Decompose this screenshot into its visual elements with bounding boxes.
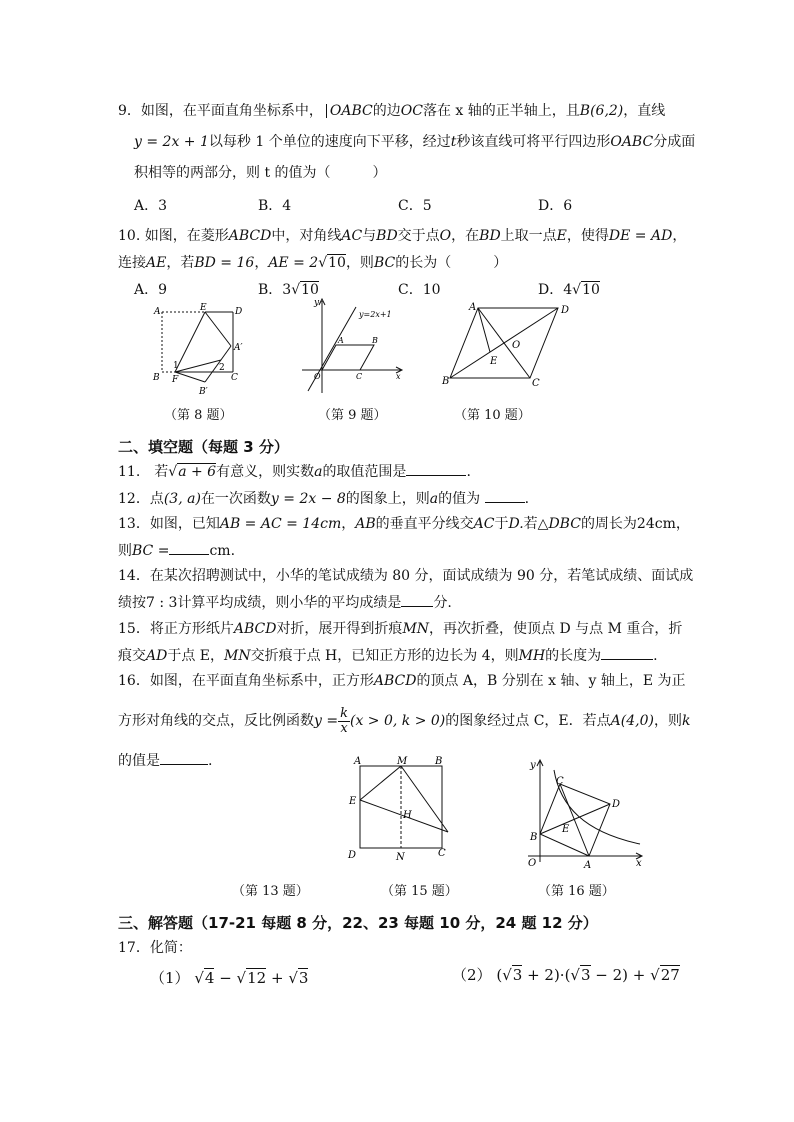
fig15-label-a: A [354, 756, 362, 767]
fig8-label-d: D [235, 307, 243, 317]
fig10-label-o: O [512, 340, 521, 351]
caption-fig13: （第 13 题） [232, 884, 309, 899]
q10-option-a: A．9 [134, 282, 168, 298]
fig16-label-y: y [530, 760, 536, 771]
figure-15 [340, 752, 460, 867]
parallelogram-symbol [326, 104, 327, 118]
section-fill-in-heading: 二、填空题（每题 3 分） [118, 438, 289, 456]
q9-line1: 9．如图，在平面直角坐标系中， OABC的边OC落在 x 轴的正半轴上，且B(6,2)，直线 [118, 103, 666, 119]
fig16-label-a: A [584, 860, 592, 871]
q9-line3: 积相等的两部分，则 t 的值为（ ） [134, 165, 387, 181]
q11-answer-blank[interactable] [406, 461, 466, 476]
figure-16 [514, 756, 654, 871]
q12: 12．点(3, a)在一次函数y = 2x − 8的图象上，则a的值为 . [118, 488, 529, 509]
fig10-label-b: B [442, 376, 450, 387]
q10-option-c: C．10 [398, 282, 441, 298]
caption-fig8: （第 8 题） [164, 408, 233, 423]
figure-10 [438, 298, 578, 390]
q15-line1: 15．将正方形纸片ABCD对折，展开得到折痕MN，再次折叠，使顶点 D 与点 M 重合，折 [118, 621, 683, 637]
fig9-label-b: B [372, 336, 378, 345]
fig8-label-e: E [200, 303, 207, 313]
fig9-label-c: C [356, 372, 363, 381]
fig15-label-n: N [396, 852, 405, 863]
q9-line2: y = 2x + 1以每秒 1 个单位的速度向下平移，经过t秒该直线可将平行四边形OABC分成面 [134, 134, 696, 150]
figure-8 [145, 302, 255, 402]
q10-line1: 10. 如图，在菱形ABCD中，对角线AC与BD交于点O，在BD上取一点E，使得DE = AD， [118, 228, 687, 244]
q12-answer-blank[interactable] [485, 488, 525, 503]
fig10-label-d: D [561, 305, 570, 316]
q13-line2: 则BC = cm. [118, 540, 235, 561]
q17-title: 17．化简： [118, 940, 192, 956]
q9-option-d: D．6 [538, 198, 573, 214]
fraction-k-over-x: $\frac{k}{x}$ [340, 705, 348, 736]
fig15-label-d: D [348, 850, 357, 861]
q17-part2: （2） (√3 + 2)·(√3 − 2) + √27 [452, 966, 680, 984]
fig8-label-a: A [154, 307, 161, 317]
fig16-label-b: B [530, 832, 538, 843]
fig10-label-c: C [532, 378, 540, 389]
q10-option-b: B．3√10 [258, 282, 319, 298]
fig16-label-c: C [556, 776, 564, 787]
q14-line1: 14．在某次招聘测试中，小华的笔试成绩为 80 分，面试成绩为 90 分，若笔试成绩、面试成 [118, 568, 694, 584]
q9-option-a: A．3 [134, 198, 168, 214]
q9-option-b: B．4 [258, 198, 292, 214]
fig15-label-m: M [397, 756, 408, 767]
fig9-label-a: A [338, 336, 344, 345]
fig8-label-c: C [231, 373, 238, 383]
caption-fig10: （第 10 题） [454, 408, 531, 423]
q16-line3: 的值是 . [118, 750, 212, 771]
q14-line2: 绩按7 : 3计算平均成绩，则小华的平均成绩是 分. [118, 592, 452, 613]
fig8-label-f: F [172, 375, 179, 385]
q13-answer-blank[interactable] [169, 540, 209, 555]
fig9-label-x: x [396, 372, 401, 381]
fig15-label-h: H [403, 810, 412, 821]
fig9-label-y: y [314, 298, 320, 308]
fig16-label-d: D [612, 799, 621, 810]
q9-option-c: C．5 [398, 198, 432, 214]
fig15-label-e: E [349, 796, 357, 807]
q15-line2: 痕交AD于点 E，MN交折痕于点 H，已知正方形的边长为 4，则MH的长度为 . [118, 645, 658, 666]
fig8-label-b-prime: B′ [199, 387, 208, 397]
fig9-label-line: y=2x+1 [359, 310, 392, 319]
fig10-label-e: E [490, 356, 498, 367]
figure-9 [296, 295, 406, 400]
q11: 11. 若√a + 6有意义，则实数a的取值范围是 . [118, 461, 471, 482]
q16-line2: 方形对角线的交点，反比例函数y = $\frac{k}{x}$ (x > 0, k > 0)的图象经过点 C，E．若点A(4,0)，则k [118, 705, 691, 736]
fig8-label-b: B [153, 373, 160, 383]
fig8-label-a-prime: A′ [234, 343, 243, 353]
caption-fig9: （第 9 题） [318, 408, 387, 423]
q10-line2: 连接AE，若BD = 16，AE = 2√10，则BC的长为（ ） [118, 255, 508, 271]
caption-fig16: （第 16 题） [538, 884, 615, 899]
fig16-label-o: O [528, 858, 537, 869]
fig15-label-b: B [435, 756, 443, 767]
q14-answer-blank[interactable] [401, 592, 433, 607]
q15-answer-blank[interactable] [601, 645, 653, 660]
fig10-label-a: A [469, 302, 477, 313]
q17-part1: （1） √4 − √12 + √3 [150, 969, 309, 987]
fig16-label-e: E [562, 824, 570, 835]
q10-option-d: D．4√10 [538, 282, 600, 298]
q13-line1: 13．如图，已知AB = AC = 14cm，AB的垂直平分线交AC于D.若△DBC的周长为24cm， [118, 516, 690, 532]
fig8-label-2: 2 [219, 363, 225, 373]
fig9-label-o: O [314, 372, 321, 381]
fig15-label-c: C [438, 848, 446, 859]
section-solution-heading: 三、解答题（17-21 每题 8 分，22、23 每题 10 分，24 题 12 分） [118, 914, 598, 932]
fig8-label-1: 1 [173, 361, 179, 371]
fig16-label-x: x [636, 858, 642, 869]
q16-line1: 16．如图，在平面直角坐标系中，正方形ABCD的顶点 A，B 分别在 x 轴、y 轴上，E 为正 [118, 673, 686, 689]
caption-fig15: （第 15 题） [381, 884, 458, 899]
q16-answer-blank[interactable] [160, 750, 208, 765]
